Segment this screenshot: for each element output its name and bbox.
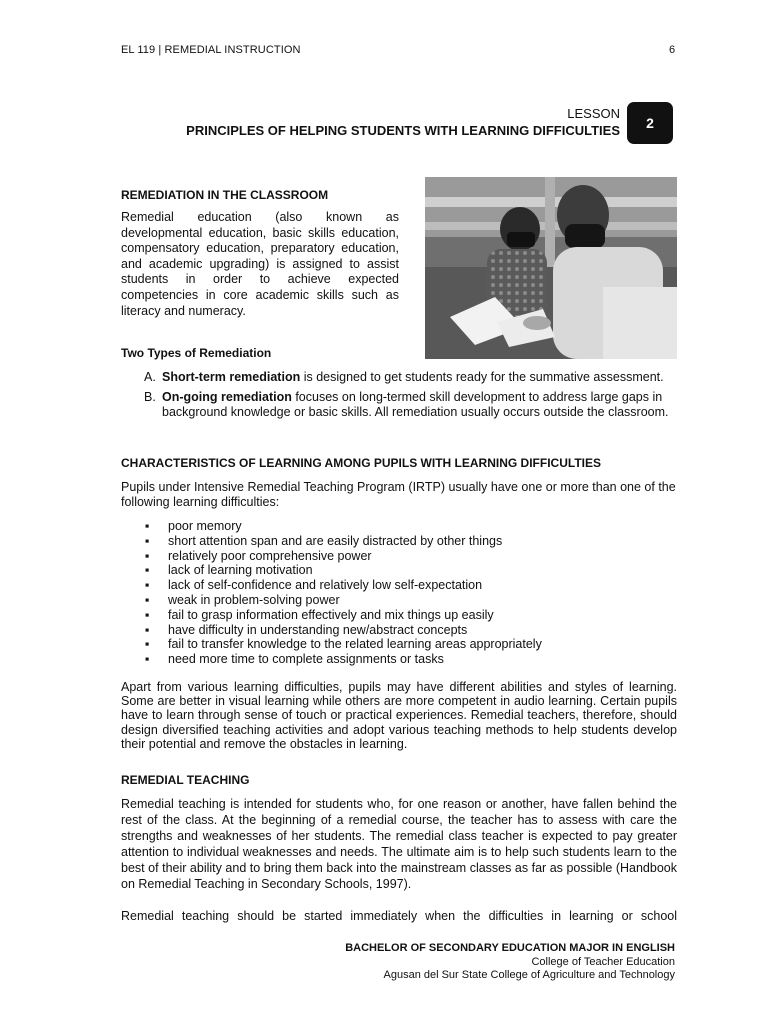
- type-term: Short-term remediation: [162, 370, 301, 384]
- list-marker: B.: [144, 390, 156, 404]
- remedial-teaching-paragraph: Remedial teaching is intended for students who, for one reason or another, have fallen behind the rest of the class. At the beginning of a remedial course, the teacher has to assess with care the strengths and weaknesses of her students. The remedial class teacher is expected to pay greater attention to individual weaknesses and needs. The ultimate aim is to help such students learn to the best of their ability and to bring them back into the mainstream classes as far as possible (Handbook on Remedial Teaching in Secondary Schools, 1997).: [121, 797, 677, 891]
- list-item: ▪ fail to transfer knowledge to the related learning areas appropriately: [145, 637, 542, 652]
- list-item: ▪ short attention span and are easily distracted by other things: [145, 533, 503, 548]
- section-heading-remediation: REMEDIATION IN THE CLASSROOM: [121, 188, 329, 202]
- running-header: EL 119 | REMEDIAL INSTRUCTION: [121, 44, 301, 56]
- list-item: ▪ fail to grasp information effectively and mix things up easily: [145, 607, 494, 622]
- remedial-teaching-continuation: Remedial teaching should be started immediately when the difficulties in learning or school: [121, 909, 677, 923]
- list-item: ▪ lack of self-confidence and relatively low self-expectation: [145, 578, 483, 593]
- type-description: focuses on long-termed skill development to address large gaps in background knowledge or basic skills. All remediation usually occurs outside the classroom.: [162, 390, 669, 419]
- page-number: 6: [669, 44, 676, 56]
- section-heading-remedial-teaching: REMEDIAL TEACHING: [121, 773, 250, 787]
- list-item: ▪ need more time to complete assignments or tasks: [145, 652, 444, 667]
- bullet-icon: ▪: [145, 652, 150, 667]
- characteristics-intro: Pupils under Intensive Remedial Teaching Program (IRTP) usually have one or more than one of the following learning difficulties:: [121, 480, 676, 509]
- bullet-icon: ▪: [145, 548, 150, 563]
- list-marker: A.: [144, 370, 156, 384]
- section-heading-characteristics: CHARACTERISTICS OF LEARNING AMONG PUPILS WITH LEARNING DIFFICULTIES: [121, 456, 601, 470]
- lesson-label: LESSON: [567, 106, 620, 121]
- bullet-icon: ▪: [145, 519, 150, 533]
- footer-program: BACHELOR OF SECONDARY EDUCATION MAJOR IN ENGLISH: [345, 942, 675, 954]
- list-item: [121, 370, 681, 385]
- list-item: ▪ poor memory: [145, 519, 242, 533]
- type-term: On-going remediation: [162, 390, 292, 404]
- bullet-icon: ▪: [145, 533, 150, 548]
- list-item: [121, 390, 681, 420]
- classroom-photo: [425, 177, 677, 359]
- lesson-title: PRINCIPLES OF HELPING STUDENTS WITH LEARNING DIFFICULTIES: [186, 123, 620, 138]
- type-description: is designed to get students ready for the summative assessment.: [300, 370, 664, 384]
- lesson-number-badge: 2: [627, 102, 673, 144]
- bullet-icon: ▪: [145, 607, 150, 622]
- learning-styles-paragraph: Apart from various learning difficulties, pupils may have different abilities and styles of learning. Some are better in visual learning while others are more competent in audio learning. Certain pupils have to learn through sense of touch or practical experiences. Remedial teachers, therefore, should design diversified teaching activities and adopt various teaching methods to help students develop their potential and remove the obstacles in learning.: [121, 680, 677, 751]
- bullet-icon: ▪: [145, 563, 150, 578]
- bullet-icon: ▪: [145, 622, 150, 637]
- footer-college: College of Teacher Education: [531, 956, 675, 968]
- footer-institution: Agusan del Sur State College of Agriculture and Technology: [383, 969, 675, 981]
- list-item: ▪ lack of learning motivation: [145, 563, 313, 578]
- difficulties-list: [121, 519, 677, 667]
- list-item: ▪ relatively poor comprehensive power: [145, 548, 372, 563]
- two-types-heading: Two Types of Remediation: [121, 346, 272, 360]
- list-item: ▪ weak in problem-solving power: [145, 592, 340, 607]
- bullet-icon: ▪: [145, 637, 150, 652]
- teacher-and-student-image: [425, 177, 677, 359]
- bullet-icon: ▪: [145, 578, 150, 593]
- list-item: ▪ have difficulty in understanding new/abstract concepts: [145, 622, 468, 637]
- bullet-icon: ▪: [145, 592, 150, 607]
- remediation-paragraph: Remedial education (also known as developmental education, basic skills education, compensatory education, preparatory education, and academic upgrading) is assigned to assist students in order to achieve expected competencies in core academic skills such as literacy and numeracy.: [121, 210, 399, 318]
- remediation-types-list: [121, 370, 681, 425]
